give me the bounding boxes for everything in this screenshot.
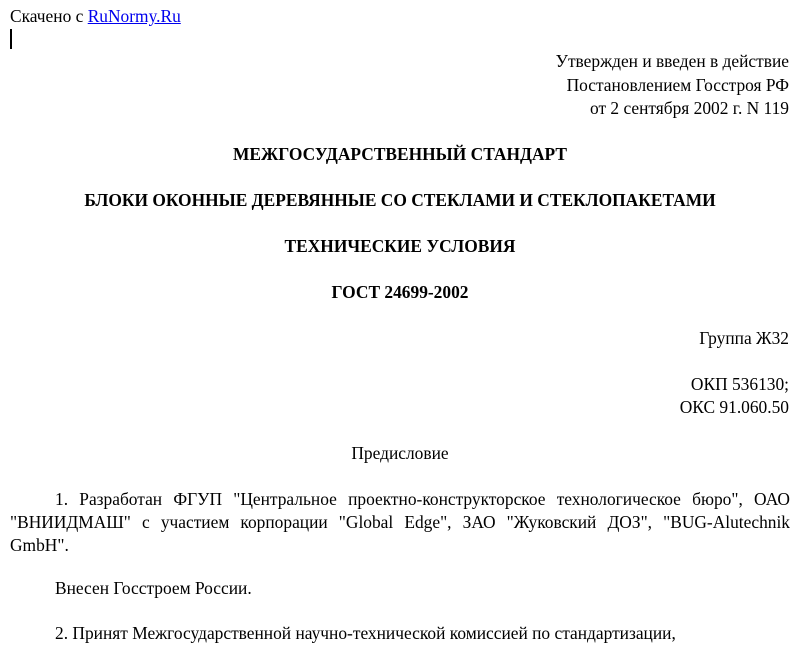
preface-paragraph-3: 2. Принят Межгосударственной научно-технической комиссией по стандартизации,	[55, 623, 676, 643]
source-prefix: Скачено с	[10, 6, 88, 26]
preface-paragraph-2: Внесен Госстроем России.	[55, 578, 252, 598]
approval-line-2: Постановлением Госстроя РФ	[566, 75, 789, 95]
preface-heading: Предисловие	[351, 443, 449, 463]
preface-paragraph-1: 1. Разработан ФГУП "Центральное проектно-конструкторское технологическое бюро", ОАО "ВНИИДМАШ" с участием корпорации "Global Edge", ЗАО "Жуковский ДОЗ", "BUG-Alutechnik GmbH".	[10, 489, 790, 555]
group-code: Группа Ж32	[699, 328, 789, 348]
approval-line-3: от 2 сентября 2002 г. N 119	[589, 98, 789, 118]
text-cursor	[10, 29, 12, 49]
standard-type-heading: МЕЖГОСУДАРСТВЕННЫЙ СТАНДАРТ	[233, 144, 567, 164]
source-line	[10, 5, 181, 27]
source-link[interactable]: RuNormy.Ru	[87, 6, 181, 26]
document-subtitle: ТЕХНИЧЕСКИЕ УСЛОВИЯ	[284, 236, 516, 256]
document-title: БЛОКИ ОКОННЫЕ ДЕРЕВЯННЫЕ СО СТЕКЛАМИ И СТЕКЛОПАКЕТАМИ	[84, 190, 716, 210]
standard-code: ГОСТ 24699-2002	[331, 282, 469, 302]
oks-code: ОКС 91.060.50	[679, 397, 789, 417]
okp-code: ОКП 536130;	[690, 374, 789, 394]
approval-line-1: Утвержден и введен в действие	[555, 51, 789, 71]
